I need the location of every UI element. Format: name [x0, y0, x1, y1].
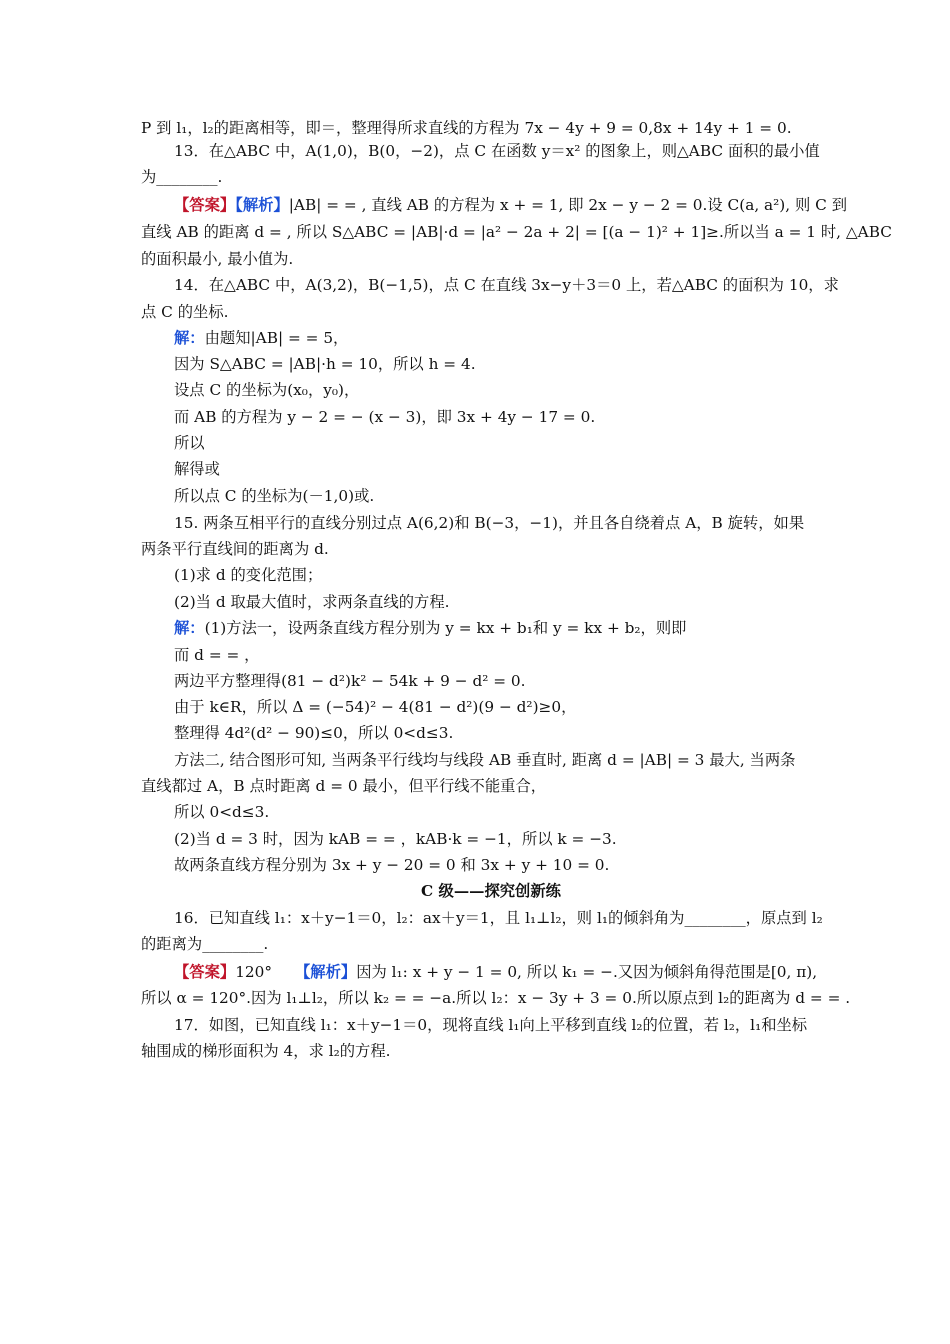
- text-line: [141, 302, 228, 322]
- text-line: [174, 195, 847, 215]
- text-span: (1)求 d 的变化范围；: [174, 566, 323, 584]
- text-span: 16．已知直线 l₁：x＋y−1＝0，l₂：ax＋y＝1，且 l₁⊥l₂，则 l₁的倾斜角为________，原点到 l₂: [174, 909, 823, 927]
- text-line: [141, 776, 546, 796]
- text-line: [174, 380, 359, 400]
- text-span: 点 C 的坐标.: [141, 303, 229, 321]
- text-line: [141, 988, 850, 1008]
- text-span: (2)当 d 取最大值时，求两条直线的方程.: [174, 593, 450, 611]
- section-heading: [141, 881, 841, 901]
- text-span: P 到 l₁，l₂的距离相等，即＝，整理得所求直线的方程为 7x − 4y + 9 = 0,8x + 14y + 1 = 0.: [141, 119, 792, 137]
- text-span: 由题知|AB| = = 5，: [204, 329, 349, 347]
- text-line: [174, 565, 322, 585]
- text-line: [174, 829, 617, 849]
- text-span: 直线都过 A，B 点时距离 d = 0 最小，但平行线不能重合，: [141, 777, 547, 795]
- text-span: 由于 k∈R，所以 Δ = (−54)² − 4(81 − d²)(9 − d²)≥0，: [174, 698, 577, 716]
- text-line: [174, 723, 453, 743]
- answer-tag: 【答案】: [174, 963, 236, 981]
- text-line: [141, 934, 268, 954]
- text-span: 轴围成的梯形面积为 4，求 l₂的方程.: [141, 1042, 391, 1060]
- text-span: 两条平行直线间的距离为 d.: [141, 540, 329, 558]
- text-line: [174, 459, 220, 479]
- text-span: 设点 C 的坐标为(x₀，y₀)，: [174, 381, 360, 399]
- text-line: [141, 539, 329, 559]
- text-span: (1)方法一，设两条直线方程分别为 y = kx + b₁和 y = kx + b₂，则即: [204, 619, 687, 637]
- text-span: 15. 两条互相平行的直线分别过点 A(6,2)和 B(−3，−1)，并且各自绕着点 A，B 旋转，如果: [174, 514, 805, 532]
- text-span: 的面积最小, 最小值为.: [141, 250, 294, 268]
- text-span: 因为 S△ABC = |AB|·h = 10，所以 h = 4.: [174, 355, 476, 373]
- text-span: 为________.: [141, 168, 223, 186]
- text-line: [174, 407, 595, 427]
- text-line: [174, 486, 374, 506]
- text-line: [174, 645, 259, 665]
- text-span: 故两条直线方程分别为 3x + y − 20 = 0 和 3x + y + 10 = 0.: [174, 856, 610, 874]
- text-span: 而 AB 的方程为 y − 2 = − (x − 3)，即 3x + 4y − 17 = 0.: [174, 408, 596, 426]
- text-line: [174, 671, 526, 691]
- text-line: [141, 249, 293, 269]
- text-span: 两边平方整理得(81 − d²)k² − 54k + 9 − d² = 0.: [174, 672, 526, 690]
- text-span: 17．如图，已知直线 l₁：x＋y−1＝0，现将直线 l₁向上平移到直线 l₂的位置，若 l₂，l₁和坐标: [174, 1016, 808, 1034]
- text-span: 120°: [235, 963, 303, 981]
- text-span: |AB| = = , 直线 AB 的方程为 x + = 1, 即 2x − y − 2 = 0.设 C(a, a²), 则 C 到: [288, 196, 848, 214]
- text-line: [174, 802, 269, 822]
- text-line: [174, 592, 450, 612]
- text-line: [141, 167, 222, 187]
- text-line: [174, 328, 348, 348]
- solution-tag: 解：: [174, 329, 205, 347]
- solution-tag: 解：: [174, 619, 205, 637]
- text-line: [174, 1015, 807, 1035]
- text-span: 直线 AB 的距离 d = , 所以 S△ABC = |AB|·d = |a² − 2a + 2| = [(a − 1)² + 1]≥.所以当 a = 1 时, △ABC: [141, 223, 892, 241]
- text-line: [174, 275, 839, 295]
- text-line: [174, 908, 823, 928]
- text-line: [174, 697, 576, 717]
- text-span: (2)当 d = 3 时，因为 kAB = = ，kAB·k = −1，所以 k = −3.: [174, 830, 617, 848]
- text-line: [141, 222, 892, 242]
- text-span: C 级——探究创新练: [421, 882, 561, 900]
- text-line: [174, 141, 820, 161]
- text-line: [174, 750, 795, 770]
- text-line: [174, 513, 804, 533]
- answer-tag: 【答案】: [174, 196, 236, 214]
- text-line: [174, 433, 205, 453]
- text-span: 13．在△ABC 中，A(1,0)，B(0，−2)，点 C 在函数 y＝x² 的图象上，则△ABC 面积的最小值: [174, 142, 820, 160]
- text-span: 的距离为________.: [141, 935, 269, 953]
- text-span: 所以 α = 120°.因为 l₁⊥l₂，所以 k₂ = = −a.所以 l₂：x − 3y + 3 = 0.所以原点到 l₂的距离为 d = = .: [141, 989, 851, 1007]
- text-span: 所以点 C 的坐标为(－1,0)或.: [174, 487, 375, 505]
- text-span: 整理得 4d²(d² − 90)≤0，所以 0<d≤3.: [174, 724, 454, 742]
- solution-tag: 【解析】: [235, 196, 289, 214]
- text-line: [174, 354, 476, 374]
- text-span: 方法二, 结合图形可知, 当两条平行线均与线段 AB 垂直时, 距离 d = |AB| = 3 最大, 当两条: [174, 751, 796, 769]
- text-span: 14．在△ABC 中，A(3,2)，B(−1,5)，点 C 在直线 3x−y＋3＝0 上，若△ABC 的面积为 10，求: [174, 276, 839, 294]
- solution-tag: 【解析】: [302, 963, 357, 981]
- text-span: 所以 0<d≤3.: [174, 803, 270, 821]
- text-line: [141, 1041, 391, 1061]
- text-span: 而 d = = ，: [174, 646, 260, 664]
- text-span: 解得或: [174, 460, 220, 478]
- text-line: [174, 962, 817, 982]
- text-span: 因为 l₁: x + y − 1 = 0, 所以 k₁ = −.又因为倾斜角得范围是[0, π),: [356, 963, 818, 981]
- text-line: [174, 618, 686, 638]
- text-line: [141, 118, 792, 138]
- text-line: [174, 855, 609, 875]
- text-span: 所以: [174, 434, 205, 452]
